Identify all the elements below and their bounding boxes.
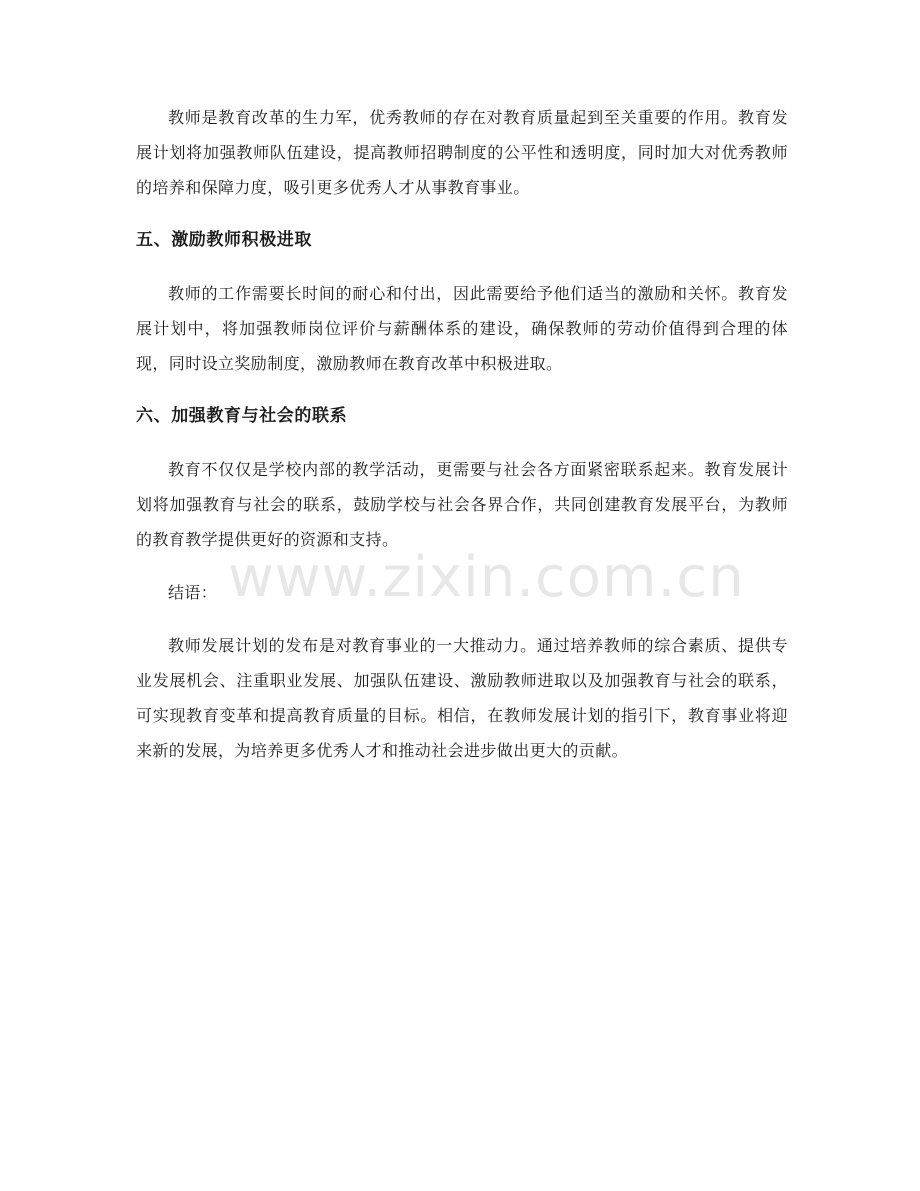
watermark: www.zixin.com.cn xyxy=(228,545,745,610)
conclusion-paragraph: 教师发展计划的发布是对教育事业的一大推动力。通过培养教师的综合素质、提供专业发展机会、注重职业发展、加强队伍建设、激励教师进取以及加强教育与社会的联系，可实现教育变革和提高教育质量的目标。相信，在教师发展计划的指引下，教育事业将迎来新的发展，为培养更多优秀人才和推动社会进步做出更大的贡献。 xyxy=(136,636,788,760)
conclusion-label: 结语： xyxy=(168,583,218,602)
section-6-paragraph: 教育不仅仅是学校内部的教学活动，更需要与社会各方面紧密联系起来。教育发展计划将加强教育与社会的联系，鼓励学校与社会各界合作，共同创建教育发展平台，为教师的教育教学提供更好的资源和支持。 xyxy=(136,460,788,549)
section-5-heading: 五、激励教师积极进取 xyxy=(136,230,312,250)
section-6-heading: 六、加强教育与社会的联系 xyxy=(136,406,348,426)
paragraph-intro: 教师是教育改革的生力军，优秀教师的存在对教育质量起到至关重要的作用。教育发展计划将加强教师队伍建设，提高教师招聘制度的公平性和透明度，同时加大对优秀教师的培养和保障力度，吸引更多优秀人才从事教育事业。 xyxy=(136,108,788,197)
section-5-paragraph: 教师的工作需要长时间的耐心和付出，因此需要给予他们适当的激励和关怀。教育发展计划中，将加强教师岗位评价与薪酬体系的建设，确保教师的劳动价值得到合理的体现，同时设立奖励制度，激励教师在教育改革中积极进取。 xyxy=(136,284,788,373)
document-body xyxy=(136,100,788,786)
